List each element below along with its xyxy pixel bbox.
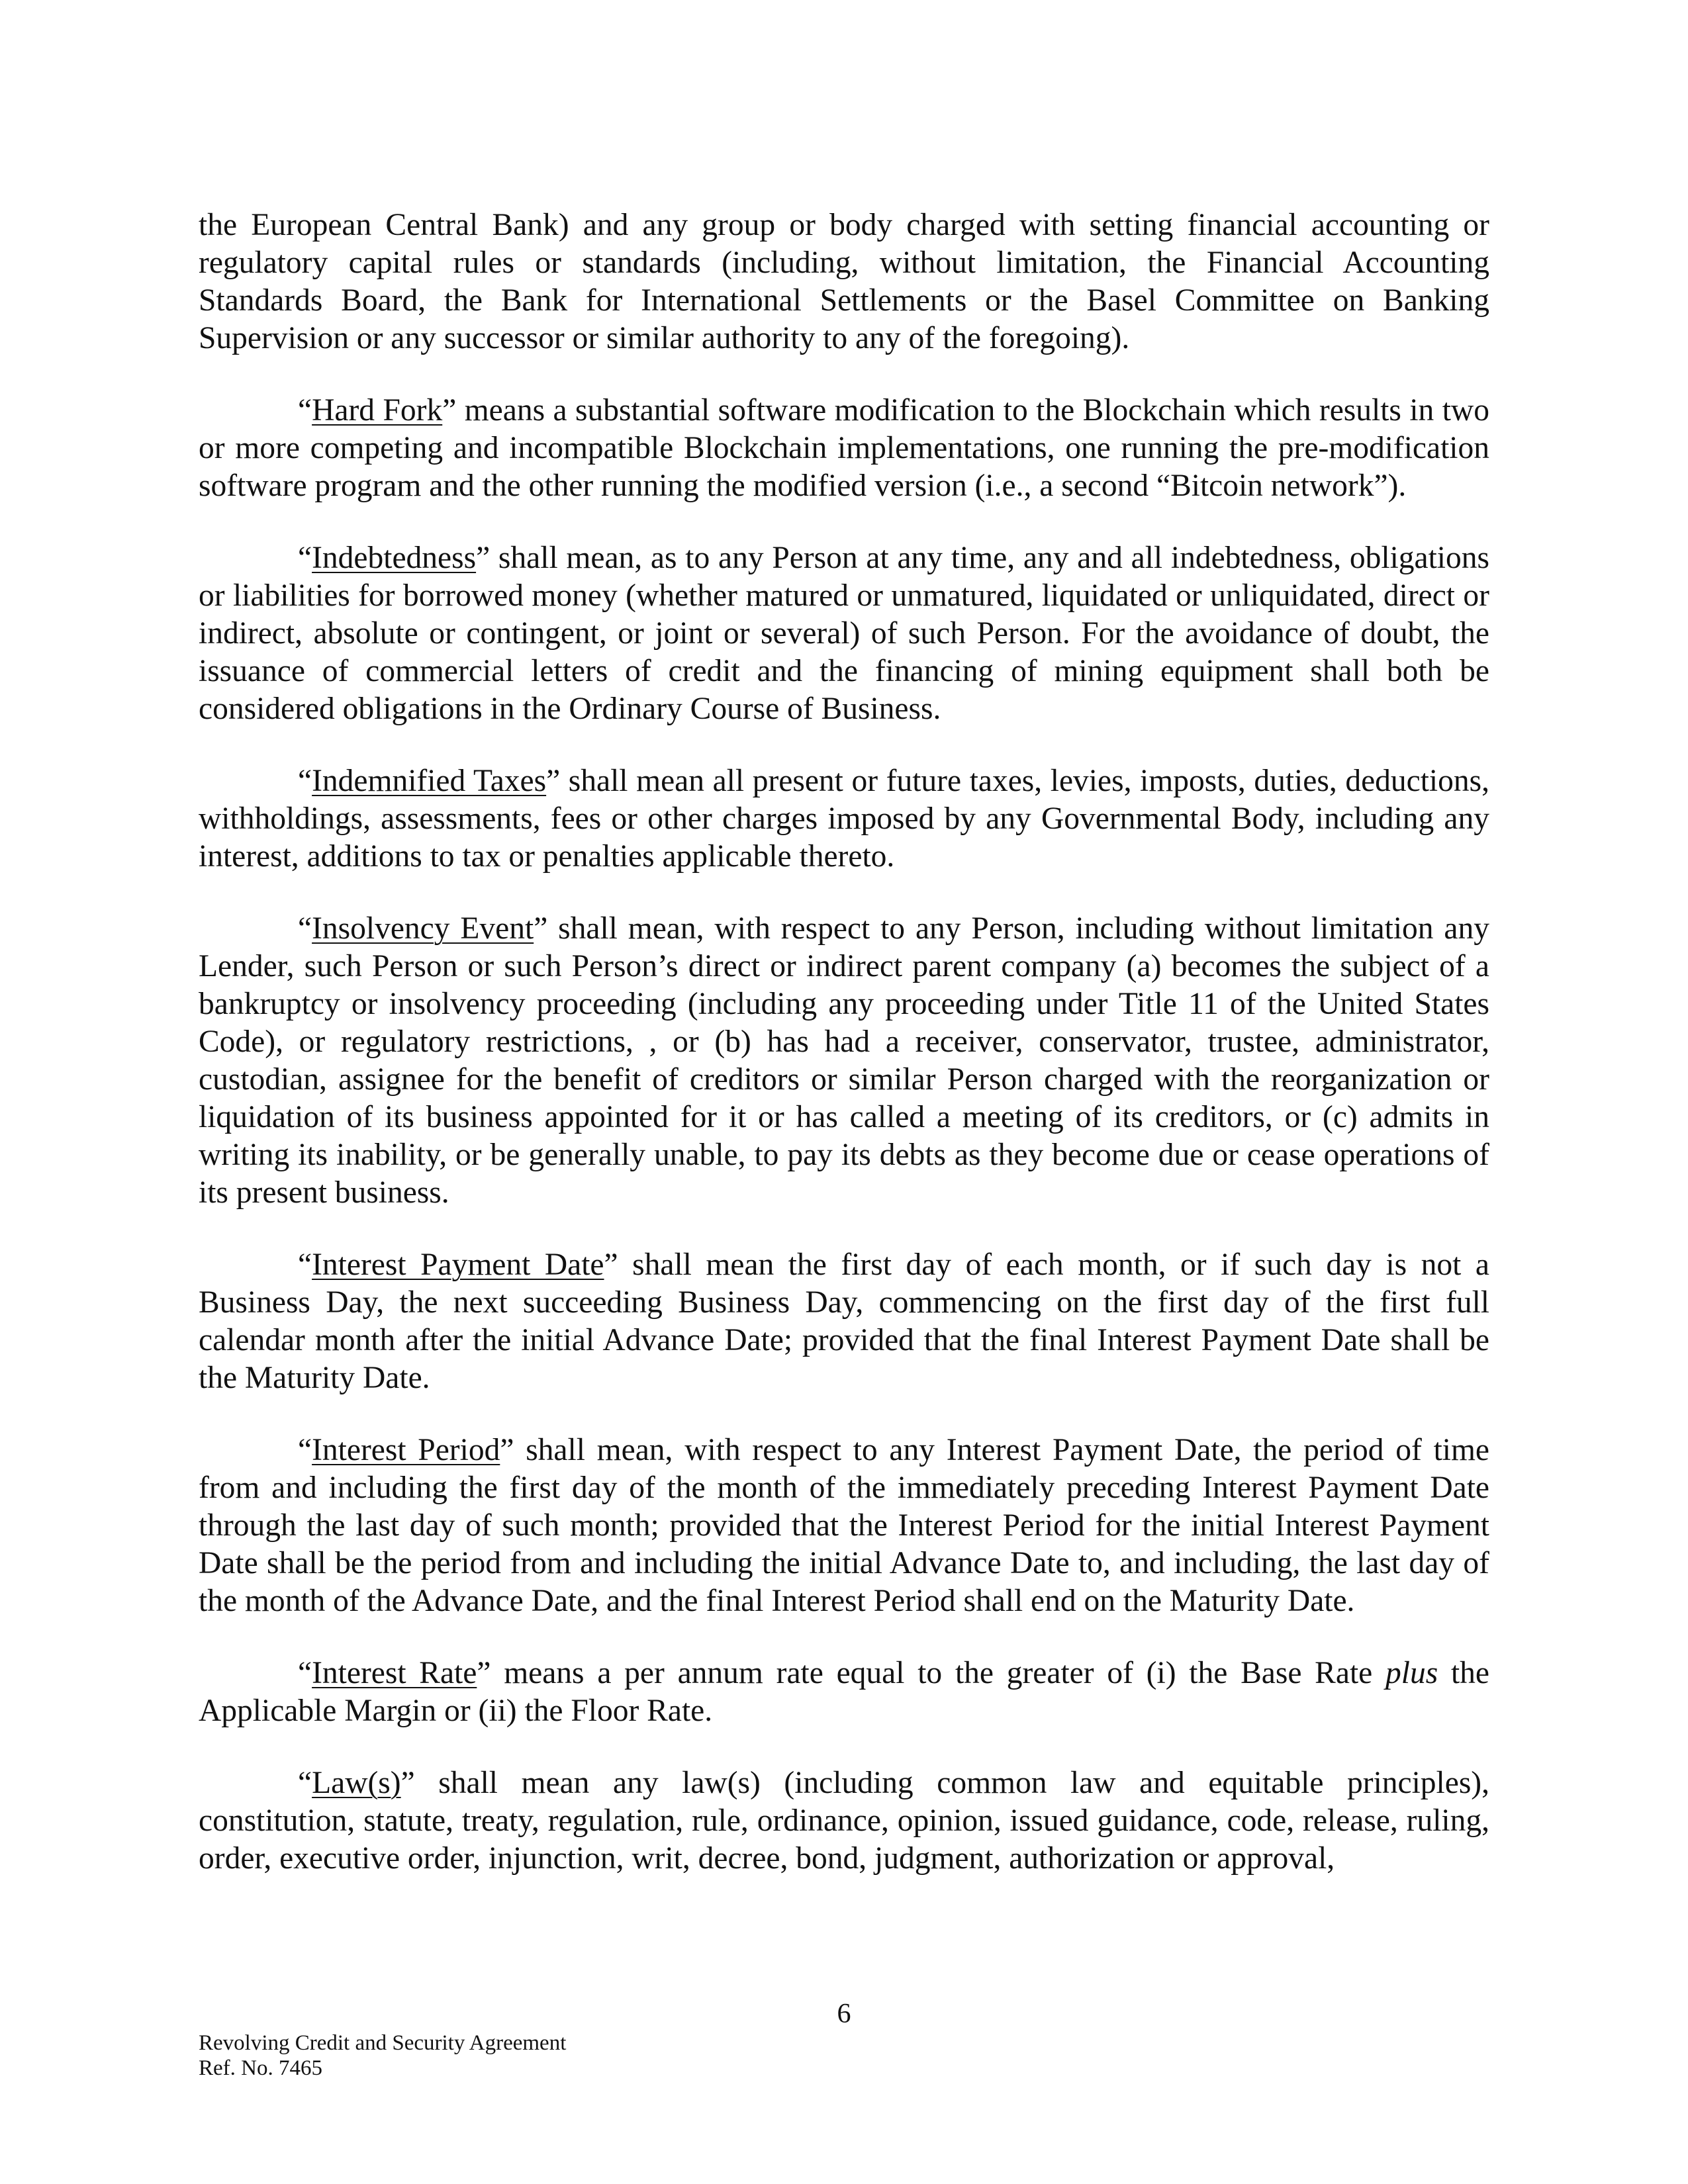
defined-term: Insolvency Event (312, 911, 534, 946)
paragraph-continuation: the European Central Bank) and any group or body charged with setting financial accounting or regulatory capital rules or standards (including, without limitation, the Financial Accounting Standards Board, the Bank for International Settlements or the Basel Committee on Banking Supervision or any successor or similar authority to any of the foregoing). (199, 208, 1489, 355)
defined-term: Hard Fork (312, 393, 443, 428)
definition-text: ” shall mean the first day of each month, or if such day is not a Business Day, the next succeeding Business Day, commencing on the first day of the first full calendar month after the initial Advance Date; provided that the final Interest Payment Date shall be the Maturity Date. (199, 1248, 1489, 1395)
definition-text: ” shall mean, with respect to any Person, including without limitation any Lender, such Person or such Person’s direct or indirect parent company (a) becomes the subject of a bankruptcy or insolvency proceeding (including any proceeding under Title 11 of the United States Code), or regulatory restrictions, , or (b) has had a receiver, conservator, trustee, administrator, custodian, assignee for the benefit of creditors or similar Person charged with the reorganization or liquidation of its business appointed for it or has called a meeting of its creditors, or (c) admits in writing its inability, or be generally unable, to pay its debts as they become due or cease operations of its present business. (199, 911, 1489, 1210)
document-body (199, 206, 1489, 1912)
footer-reference-number: Ref. No. 7465 (199, 2056, 322, 2080)
definition-interest-period: “Interest Period” shall mean, with respect to any Interest Payment Date, the period of time from and including the first day of the month of the immediately preceding Interest Payment Date through the last day of such month; provided that the Interest Period for the initial Interest Payment Date shall be the period from and including the initial Advance Date to, and including, the last day of the month of the Advance Date, and the final Interest Period shall end on the Maturity Date. (199, 1433, 1490, 1618)
italic-word: plus (1385, 1656, 1438, 1690)
defined-term: Interest Payment Date (312, 1248, 604, 1282)
definition-text: ” means a substantial software modification to the Blockchain which results in two or more competing and incompatible Blockchain implementations, one running the pre-modification software program and the other running the modified version (i.e., a second “Bitcoin network”). (199, 393, 1489, 503)
definition-text: ” shall mean all present or future taxes, levies, imposts, duties, deductions, withholdings, assessments, fees or other charges imposed by any Governmental Body, including any interest, additions to tax or penalties applicable thereto. (199, 764, 1489, 874)
defined-term: Interest Rate (312, 1656, 477, 1690)
defined-term: Indemnified Taxes (312, 764, 547, 798)
definition-text: ” shall mean, with respect to any Interest Payment Date, the period of time from and including the first day of the month of the immediately preceding Interest Payment Date through the last day of such month; provided that the Interest Period for the initial Interest Payment Date shall be the period from and including the initial Advance Date to, and including, the last day of the month of the Advance Date, and the final Interest Period shall end on the Maturity Date. (199, 1433, 1490, 1618)
definition-hard-fork: “Hard Fork” means a substantial software modification to the Blockchain which results in two or more competing and incompatible Blockchain implementations, one running the pre-modification software program and the other running the modified version (i.e., a second “Bitcoin network”). (199, 393, 1489, 503)
footer-document-title: Revolving Credit and Security Agreement (199, 2031, 567, 2055)
footer-document-info (199, 2030, 566, 2081)
definition-interest-rate: “Interest Rate” means a per annum rate equal to the greater of (i) the Base Rate plus the Applicable Margin or (ii) the Floor Rate. (199, 1656, 1489, 1728)
defined-term: Indebtedness (312, 541, 477, 575)
definition-laws: “Law(s)” shall mean any law(s) (including common law and equitable principles), constitution, statute, treaty, regulation, rule, ordinance, opinion, issued guidance, code, release, ruling, order, executive order, injunction, writ, decree, bond, judgment, authorization or approval, (199, 1766, 1489, 1876)
definition-insolvency-event: “Insolvency Event” shall mean, with respect to any Person, including without limitation any Lender, such Person or such Person’s direct or indirect parent company (a) becomes the subject of a bankruptcy or insolvency proceeding (including any proceeding under Title 11 of the United States Code), or regulatory restrictions, , or (b) has had a receiver, conservator, trustee, administrator, custodian, assignee for the benefit of creditors or similar Person charged with the reorganization or liquidation of its business appointed for it or has called a meeting of its creditors, or (c) admits in writing its inability, or be generally unable, to pay its debts as they become due or cease operations of its present business. (199, 911, 1489, 1210)
defined-term: Law(s) (312, 1766, 401, 1800)
definition-text-continued: the Applicable Margin or (ii) the Floor Rate. (199, 1656, 1489, 1728)
definition-indebtedness: “Indebtedness” shall mean, as to any Person at any time, any and all indebtedness, obligations or liabilities for borrowed money (whether matured or unmatured, liquidated or unliquidated, direct or indirect, absolute or contingent, or joint or several) of such Person. For the avoidance of doubt, the issuance of commercial letters of credit and the financing of mining equipment shall both be considered obligations in the Ordinary Course of Business. (199, 541, 1489, 726)
definition-text: ” means a per annum rate equal to the greater of (i) the Base Rate (477, 1656, 1385, 1690)
definition-interest-payment-date: “Interest Payment Date” shall mean the first day of each month, or if such day is not a Business Day, the next succeeding Business Day, commencing on the first day of the first full calendar month after the initial Advance Date; provided that the final Interest Payment Date shall be the Maturity Date. (199, 1248, 1489, 1395)
page-number: 6 (837, 1999, 851, 2029)
definition-text: ” shall mean any law(s) (including common law and equitable principles), constitution, statute, treaty, regulation, rule, ordinance, opinion, issued guidance, code, release, ruling, order, executive order, injunction, writ, decree, bond, judgment, authorization or approval, (199, 1766, 1489, 1876)
definition-indemnified-taxes: “Indemnified Taxes” shall mean all present or future taxes, levies, imposts, duties, deductions, withholdings, assessments, fees or other charges imposed by any Governmental Body, including any interest, additions to tax or penalties applicable thereto. (199, 764, 1489, 874)
defined-term: Interest Period (312, 1433, 500, 1467)
definition-text: ” shall mean, as to any Person at any time, any and all indebtedness, obligations or liabilities for borrowed money (whether matured or unmatured, liquidated or unliquidated, direct or indirect, absolute or contingent, or joint or several) of such Person. For the avoidance of doubt, the issuance of commercial letters of credit and the financing of mining equipment shall both be considered obligations in the Ordinary Course of Business. (199, 541, 1489, 726)
